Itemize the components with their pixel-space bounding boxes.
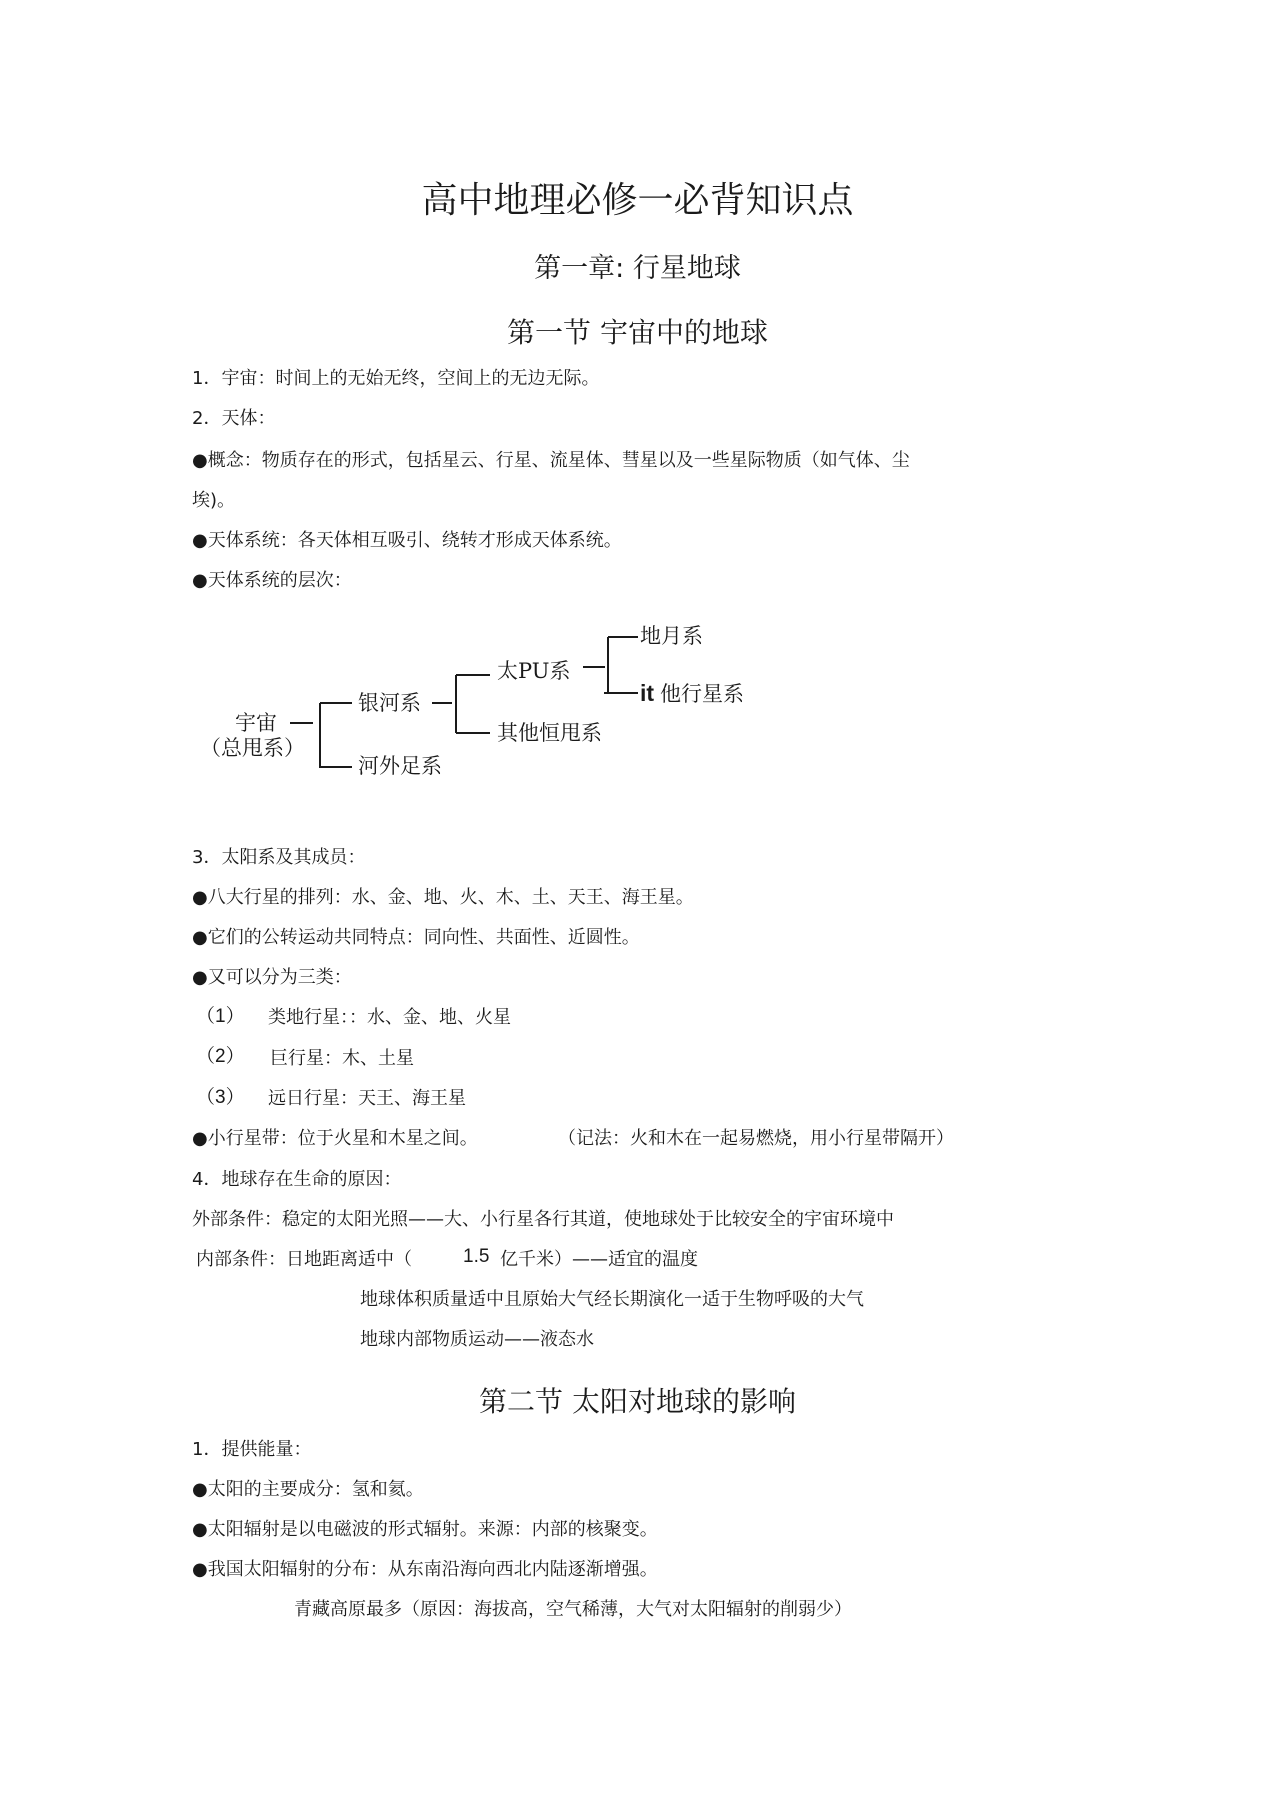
- category-3-number: （3）: [196, 1087, 245, 1108]
- category-2-text: 巨行星：木、土星: [270, 1048, 414, 1069]
- sun-composition: ●太阳的主要成分：氢和氦。: [192, 1479, 424, 1500]
- category-1-text: 类地行星：：水、金、地、火星: [268, 1007, 511, 1028]
- celestial-body-title: 2．天体：: [192, 408, 276, 429]
- tree-milky-way: 银河系: [358, 691, 421, 715]
- category-1-number: （1）: [196, 1006, 245, 1027]
- tree-other-planet: 他行星系: [660, 682, 744, 706]
- tree-root: 宇宙: [235, 711, 277, 735]
- category-2-number: （2）: [196, 1046, 245, 1067]
- tree-solar-system: 太PU系: [497, 659, 571, 683]
- internal-conditions-atmosphere: 地球体积质量适中且原始大气经长期演化一适于生物呼吸的大气: [360, 1289, 864, 1310]
- tree-other-galaxies: 河外足系: [358, 754, 442, 778]
- earth-sun-distance-value: 1.5: [463, 1246, 490, 1267]
- asteroid-belt: ●小行星带：位于火星和木星之间。: [192, 1128, 478, 1149]
- external-conditions: 外部条件：稳定的太阳光照——大、小行星各行其道，使地球处于比较安全的宇宙环境中: [192, 1209, 894, 1230]
- category-3-text: 远日行星：天王、海王星: [268, 1088, 466, 1109]
- internal-conditions-water: 地球内部物质运动——液态水: [360, 1329, 594, 1350]
- three-categories: ●又可以分为三类：: [192, 967, 352, 988]
- tree-earth-moon: 地月系: [640, 624, 703, 648]
- chapter-title: 第一章: 行星地球: [534, 253, 741, 284]
- asteroid-belt-mnemonic: （记法：火和木在一起易燃烧，用小行星带隔开）: [558, 1128, 954, 1149]
- energy-title: 1．提供能量：: [192, 1439, 312, 1460]
- connector: [320, 765, 352, 767]
- orbit-features: ●它们的公转运动共同特点：同向性、共面性、近圆性。: [192, 927, 640, 948]
- celestial-concept: ●概念：物质存在的形式，包括星云、行星、流星体、彗星以及一些星际物质（如气体、尘: [192, 450, 910, 471]
- celestial-system: ●天体系统：各天体相互吸引、绕转才形成天体系统。: [192, 530, 622, 551]
- internal-conditions-prefix: 内部条件：日地距离适中（: [196, 1249, 412, 1270]
- life-conditions-title: 4．地球存在生命的原因：: [192, 1169, 402, 1190]
- section-1-heading: 第一节 宇宙中的地球: [507, 316, 768, 349]
- tree-other-stars: 其他恒甩系: [497, 721, 602, 745]
- celestial-hierarchy-diagram: [200, 605, 760, 805]
- tree-other-planet-prefix: it: [640, 680, 655, 706]
- universe-definition: 1．宇宙：时间上的无始无终，空间上的无边无际。: [192, 368, 600, 389]
- tree-root-note: （总甩系）: [200, 736, 305, 760]
- solar-system-title: 3．太阳系及其成员：: [192, 847, 366, 868]
- eight-planets: ●八大行星的排列：水、金、地、火、木、土、天王、海王星。: [192, 887, 694, 908]
- celestial-concept-cont: 埃)。: [192, 490, 236, 511]
- internal-conditions-suffix: 亿千米）——适宜的温度: [500, 1249, 698, 1270]
- section-2-heading: 第二节 太阳对地球的影响: [479, 1385, 796, 1418]
- tibet-plateau-note: 青藏高原最多（原因：海拔高，空气稀薄，大气对太阳辐射的削弱少）: [294, 1599, 852, 1620]
- radiation-distribution: ●我国太阳辐射的分布：从东南沿海向西北内陆逐渐增强。: [192, 1559, 658, 1580]
- solar-radiation: ●太阳辐射是以电磁波的形式辐射。来源：内部的核聚变。: [192, 1519, 658, 1540]
- celestial-hierarchy-title: ●天体系统的层次：: [192, 570, 352, 591]
- page-title: 高中地理必修一必背知识点: [421, 180, 854, 221]
